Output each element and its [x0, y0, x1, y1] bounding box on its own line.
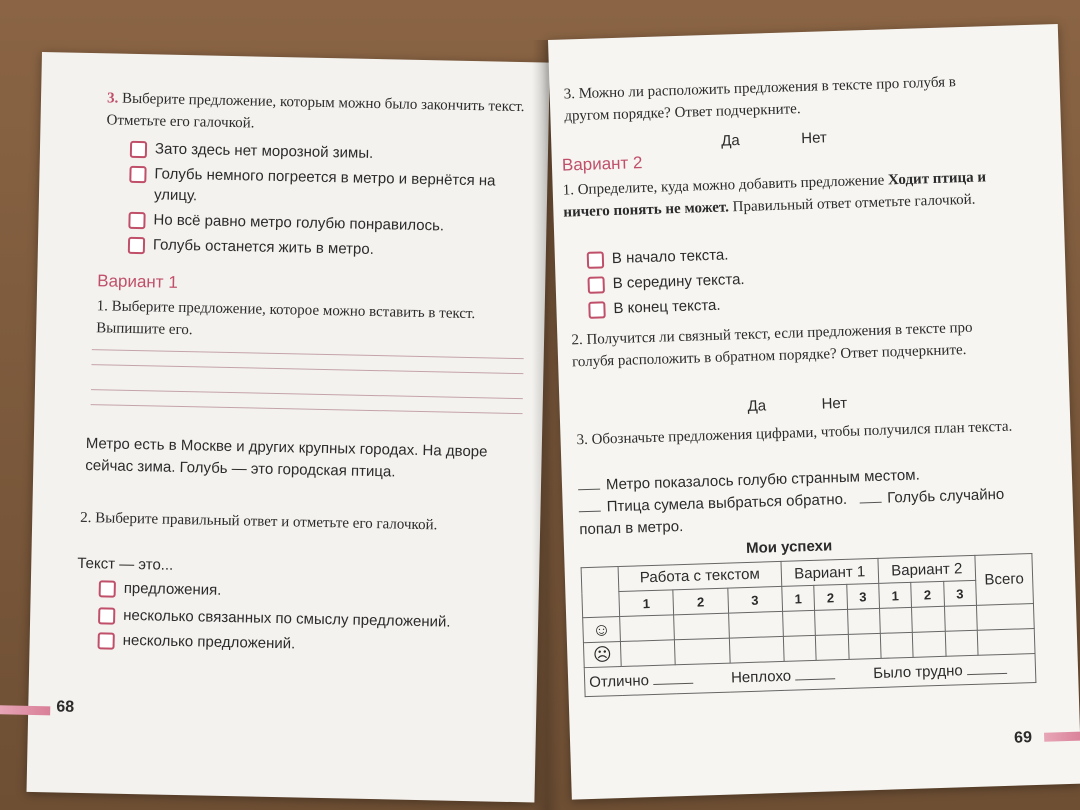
number-blank[interactable]: [579, 511, 601, 513]
answer-line[interactable]: [91, 389, 523, 399]
smile-icon: ☺: [583, 617, 621, 643]
success-table: Работа с текстом Вариант 1 Вариант 2 Всего 1 2 3 1 2 3 1 2 3 ☺ ☹ Отлично Неплохо Было трудно: [581, 553, 1037, 697]
plan-list: Метро показалось голубю странным местом. Птица сумела выбраться обратно. Голубь случайно попал в метро.: [579, 466, 1005, 539]
answer-no[interactable]: Нет: [821, 394, 848, 413]
checkbox[interactable]: [98, 607, 115, 624]
checkbox[interactable]: [130, 141, 147, 158]
option-3[interactable]: В конец текста.: [588, 289, 889, 319]
answer-no[interactable]: Нет: [800, 129, 828, 148]
number-blank[interactable]: [578, 489, 600, 491]
checkbox[interactable]: [129, 166, 146, 183]
checkbox[interactable]: [99, 580, 116, 597]
task1-options: [587, 239, 889, 319]
grade-hard: Было трудно: [872, 661, 963, 682]
grade-blank[interactable]: [967, 672, 1007, 674]
option-1[interactable]: Зато здесь нет морозной зимы.: [130, 138, 530, 167]
checkbox[interactable]: [587, 276, 605, 294]
checkbox[interactable]: [98, 632, 115, 649]
task3-v1-text: 3. Можно ли расположить предложения в тексте про голубя в другом порядке? Ответ подчеркните.: [563, 74, 957, 125]
text-is-label: Текст — это...: [77, 554, 174, 574]
left-page: [27, 52, 550, 802]
answer-yes[interactable]: Да: [720, 132, 741, 150]
grade-blank[interactable]: [795, 678, 835, 680]
task1-text: 1. Выберите предложение, которое можно вставить в текст. Выпишите его.: [96, 298, 476, 339]
page-number: 69: [1013, 729, 1033, 747]
answer-line[interactable]: [92, 349, 524, 359]
grade-blank[interactable]: [653, 682, 693, 684]
option-2[interactable]: несколько связанных по смыслу предложений.: [98, 604, 498, 633]
answer-yes[interactable]: Да: [747, 397, 767, 415]
right-page: [548, 24, 1080, 800]
answer-line: [91, 404, 523, 414]
passage: Метро есть в Москве и других крупных городах. На дворе сейчас зима. Голубь — это городская птица.: [85, 435, 488, 481]
answer-line: [91, 364, 523, 374]
option-3[interactable]: несколько предложений.: [97, 629, 497, 658]
option-1[interactable]: В начало текста.: [587, 239, 888, 269]
col-header-work: Работа с текстом: [618, 561, 782, 591]
checkbox[interactable]: [128, 212, 145, 229]
page-tab-bar: [1044, 732, 1080, 742]
col-header-variant-2: Вариант 2: [878, 555, 976, 583]
variant-2-title: Вариант 2: [561, 153, 643, 175]
page-tab-bar: [0, 705, 50, 715]
option-2[interactable]: Голубь немного погреется в метро и вернётся на улицу.: [129, 163, 530, 213]
task2-options: [97, 577, 498, 658]
option-1[interactable]: предложения.: [99, 577, 499, 606]
task2-text: 2. Выберите правильный ответ и отметьте его галочкой.: [80, 509, 438, 534]
grade-excellent: Отлично: [588, 671, 650, 691]
col-header-variant-1: Вариант 1: [781, 558, 879, 586]
grade-good: Неплохо: [730, 667, 792, 687]
variant-1-title: Вариант 1: [97, 271, 178, 292]
page-number: 68: [56, 698, 75, 716]
task1-text: 1. Определите, куда можно добавить предложение Ходит птица и ничего понять не может. Правильный ответ отметьте галочкой.: [562, 169, 987, 221]
task3-text: 3. Обозначьте предложения цифрами, чтобы получился план текста.: [576, 418, 1013, 449]
task2-text: 2. Получится ли связный текст, если предложения в тексте про голубя расположить в обратном порядке? Ответ подчеркните.: [571, 319, 973, 371]
col-header-total: Всего: [975, 554, 1034, 606]
option-3[interactable]: Но всё равно метро голубю понравилось.: [128, 209, 528, 238]
sad-icon: ☹: [583, 642, 621, 668]
success-title: Мои успехи: [745, 537, 833, 558]
task3-options: [128, 138, 530, 263]
checkbox[interactable]: [588, 301, 606, 319]
number-blank[interactable]: [859, 502, 881, 504]
task3-number: 3.: [106, 90, 119, 107]
option-2[interactable]: В середину текста.: [587, 264, 888, 294]
task3-text: 3. Выберите предложение, которым можно было закончить текст. Отметьте его галочкой.: [106, 90, 525, 132]
checkbox[interactable]: [587, 251, 605, 269]
option-4[interactable]: Голубь останется жить в метро.: [128, 234, 528, 263]
checkbox[interactable]: [128, 237, 145, 254]
